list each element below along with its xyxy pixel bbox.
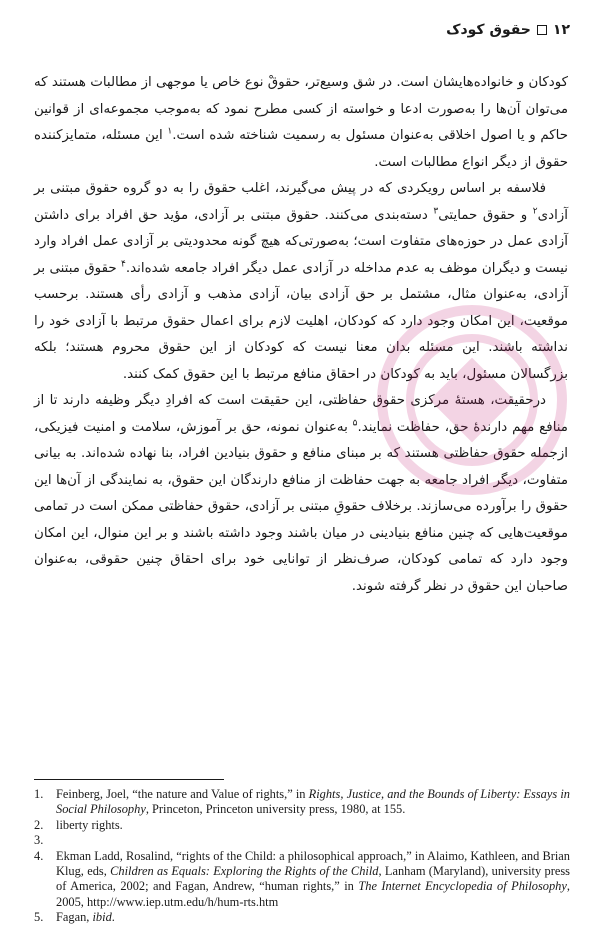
paragraph-2: فلاسفه بر اساس رویکردی که در پیش می‌گیرند، اغلب حقوق را به دو گروه حقوق مبتنی بر آزادی$^۲$ و حقوق حمایتی$^۳$ دسته‌بندی می‌کنند. حقوق مبتنی بر آزادی، مؤید حق افراد برای داشتن آزادی عمل در حوزه‌های متفاوت است؛ به‌صورتی‌که هیچ گونه محدودیتی بر آزادی عمل افراد وارد نیست و دیگران موظف به عدم مداخله در آزادی عمل دیگر افراد جامعه شده‌اند.$^۴$ حقوق مبتنی بر آزادی، به‌عنوان مثال، مشتمل بر حق آزادی بیان، آزادی مذهب و آزادی رأی هستند. برحسب موقعیت، این امکان وجود دارد که کودکان، اهلیت لازم برای اعمال حقوق مرتبط با آزادی خود را نداشته باشند. این مسئله بدان معنا نیست که کودکان از این حقوق محروم هستند؛ بلکه بزرگسالان مسئول، باید به کودکان در احقاق منافع مرتبط با این حقوق کمک کنند.	[34, 181, 569, 382]
footnote-ref-2: ۲	[532, 206, 538, 217]
footnote-2: 2. liberty rights.	[34, 817, 123, 832]
running-head	[446, 22, 570, 38]
footnote-3: 3.	[34, 833, 44, 848]
footnote-separator	[34, 779, 224, 780]
footnote-ref-4: ۴	[121, 259, 126, 270]
footnote-1: 1. Feinberg, Joel, “the nature and Value of rights,” in Rights, Justice, and the Bounds of Liberty: Essays in Social Philosophy, Princeton, Princeton university press, 1980, at 155.	[34, 787, 570, 817]
footnote-ref-1: ۱	[167, 126, 173, 137]
footnote-4: 4. Ekman Ladd, Rosalind, “rights of the Child: a philosophical approach,” in Alaimo, Kathleen, and Brian Klug, eds, Children as Equals: Exploring the Rights of the Child, Lanham (Maryland), university press of America, 2002; and Fagan, Andrew, “human rights,” in The Internet Encyclopedia of Philosophy, 2005, http://www.iep.utm.edu/h/hum-rts.htm	[34, 848, 570, 909]
chapter-title: حقوق کودک	[446, 22, 531, 38]
footnote-ref-5: ۵	[352, 418, 358, 429]
footnote-5: 5. Fagan, ibid.	[34, 910, 115, 925]
body-text	[34, 70, 568, 600]
page-number: ۱۲	[552, 22, 570, 38]
paragraph-3: درحقیقت، هستهٔ مرکزی حقوق حفاظتی، این حقیقت است که افرادِ دیگر وظیفه دارند تا از منافع مهم دارندهٔ حق، حفاظت نمایند.$^۵$ به‌عنوان نمونه، حق بر آموزش، سلامت و امنیت فیزیکی، ازجمله حقوق حفاظتی هستند که بر مبنای منافع و حقوق بنیادین افراد، بنا نهاده شده‌اند. به بیانی متفاوت، دیگر افراد جامعه به جهت حفاظت از منافع دارندگان این حقوق، به نمایندگی از آن‌ها این حقوق را برآورده می‌سازند. برخلاف حقوقِ مبتنی بر آزادی، حقوق حفاظتی ممکن است در تمامی موقعیت‌هایی که چنین منافع بنیادینی در میان باشند وجود داشته باشند و بر این منوال، این امکان وجود دارد که تمامی کودکان، صرف‌نظر از توانایی خود برای احقاق چنین حقوقی، به‌عنوان صاحبان این حقوق در نظر گرفته شوند.	[34, 393, 568, 594]
footnote-ref-3: ۳	[433, 206, 439, 217]
square-bullet-icon	[537, 25, 547, 35]
paragraph-1: کودکان و خانواده‌هایشان است. در شق وسیع‌تر، حقوقْ نوع خاص یا موجهی از مطالبات هستند که می‌توان آن‌ها را به‌صورت ادعا و خواسته از کسی مطرح نمود که به‌موجب مجموعه‌ای از قوانین حاکم و یا اصول اخلاقی به‌عنوان مسئول به رسمیت شناخته شده است.$^۱$ این مسئله، متمایزکننده حقوق از دیگر انواع مطالبات است.	[34, 75, 569, 170]
footnotes	[34, 787, 570, 926]
